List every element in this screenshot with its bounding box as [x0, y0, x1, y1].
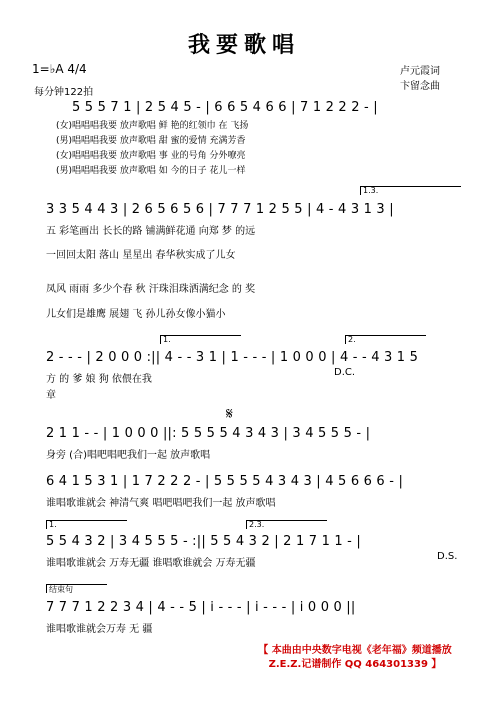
lyricist-credit: 卢元霞词: [400, 66, 440, 77]
tempo-marking: 每分钟122拍: [34, 87, 94, 98]
lyric-row-6: 谁唱歌谁就会 万寿无疆 谁唱歌谁就会 万寿无疆: [46, 558, 256, 569]
lyric-row-5: 谁唱歌谁就会 神清气爽 唱吧唱吧我们一起 放声歌唱: [46, 498, 276, 509]
volta-bracket-1: 1.: [160, 335, 241, 344]
lyric-verse-3: (女)唱唱唱我要 放声歌唱 事 业的号角 分外嘹亮: [56, 151, 246, 161]
song-title: 我要歌唱: [188, 32, 301, 58]
notation-row-1: 5 5 5 7 1 | 2 5 4 5 - | 6 6 5 4 6 6 | 7 1 2 2 2 - |: [72, 100, 378, 115]
lyric-verse-1: (女)唱唱唱我要 放声歌唱 鲜 艳的红领巾 在 飞扬: [56, 121, 249, 131]
volta-bracket-2-3: 2.3.: [246, 520, 327, 529]
notation-row-2: 3 3 5 4 4 3 | 2 6 5 6 5 6 | 7 7 7 1 2 5 5 | 4 - 4 3 1 3 |: [46, 202, 394, 217]
lyric-row-2-verse-1: 五 彩笔画出 长长的路 铺满鲜花通 向郑 梦 的远: [46, 226, 256, 237]
notation-row-6: 5 5 4 3 2 | 3 4 5 5 5 - :|| 5 5 4 3 2 | 2 1 7 1 1 - |: [46, 534, 361, 549]
lyric-row-2-verse-2: 一回回太阳 落山 星星出 春华秋实成了儿女: [46, 250, 236, 261]
segno-mark: 𝄋: [226, 404, 233, 423]
ending-bracket: 结束句: [46, 584, 107, 593]
key-signature: 1=♭A 4/4: [32, 62, 87, 76]
footer-line-1: 【 本曲由中央数字电视《老年福》频道播放: [258, 645, 452, 656]
lyric-row-7: 谁唱歌谁就会万寿 无 疆: [46, 624, 153, 635]
notation-row-7: 7 7 7 1 2 2 3 4 | 4 - - 5 | i - - - | i - - - | i 0 0 0 ||: [46, 600, 356, 615]
dc-marking: D.C.: [334, 367, 356, 378]
ds-marking: D.S.: [437, 551, 458, 562]
lyric-row-2-verse-4: 儿女们是雄鹰 展翅 飞 孙儿孙女像小猫小: [46, 309, 226, 320]
lyric-verse-2: (男)唱唱唱我要 放声歌唱 甜 蜜的爱情 充满芳香: [56, 136, 246, 146]
lyric-row-3-line-1: 方 的 爹 娘 狗 依偎在我: [46, 374, 152, 385]
volta-bracket-1-3: 1.3.: [360, 186, 461, 195]
footer-credit: [240, 644, 470, 672]
notation-row-5: 6 4 1 5 3 1 | 1 7 2 2 2 - | 5 5 5 5 4 3 4 3 | 4 5 6 6 6 - |: [46, 474, 404, 489]
lyric-row-4: 身旁 (合)唱吧唱吧我们一起 放声歌唱: [46, 450, 211, 461]
footer-line-2: Z.E.Z.记谱制作 QQ 464301339 】: [268, 659, 442, 670]
notation-row-3: 2 - - - | 2 0 0 0 :|| 4 - - 3 1 | 1 - - - | 1 0 0 0 | 4 - - 4 3 1 5: [46, 350, 419, 365]
composer-credit: 卞留念曲: [400, 81, 440, 92]
lyric-row-3-line-2: 章: [46, 390, 56, 401]
volta-bracket-1-row6: 1.: [46, 520, 127, 529]
volta-bracket-2: 2.: [345, 335, 426, 344]
lyric-row-2-verse-3: 凤风 雨雨 多少个春 秋 汗珠泪珠洒满纪念 的 奖: [46, 284, 256, 295]
lyric-verse-4: (男)唱唱唱我要 放声歌唱 如 今的日子 花儿一样: [56, 166, 246, 176]
notation-row-4: 2 1 1 - - | 1 0 0 0 ||: 5 5 5 5 4 3 4 3 | 3 4 5 5 5 - |: [46, 426, 371, 441]
